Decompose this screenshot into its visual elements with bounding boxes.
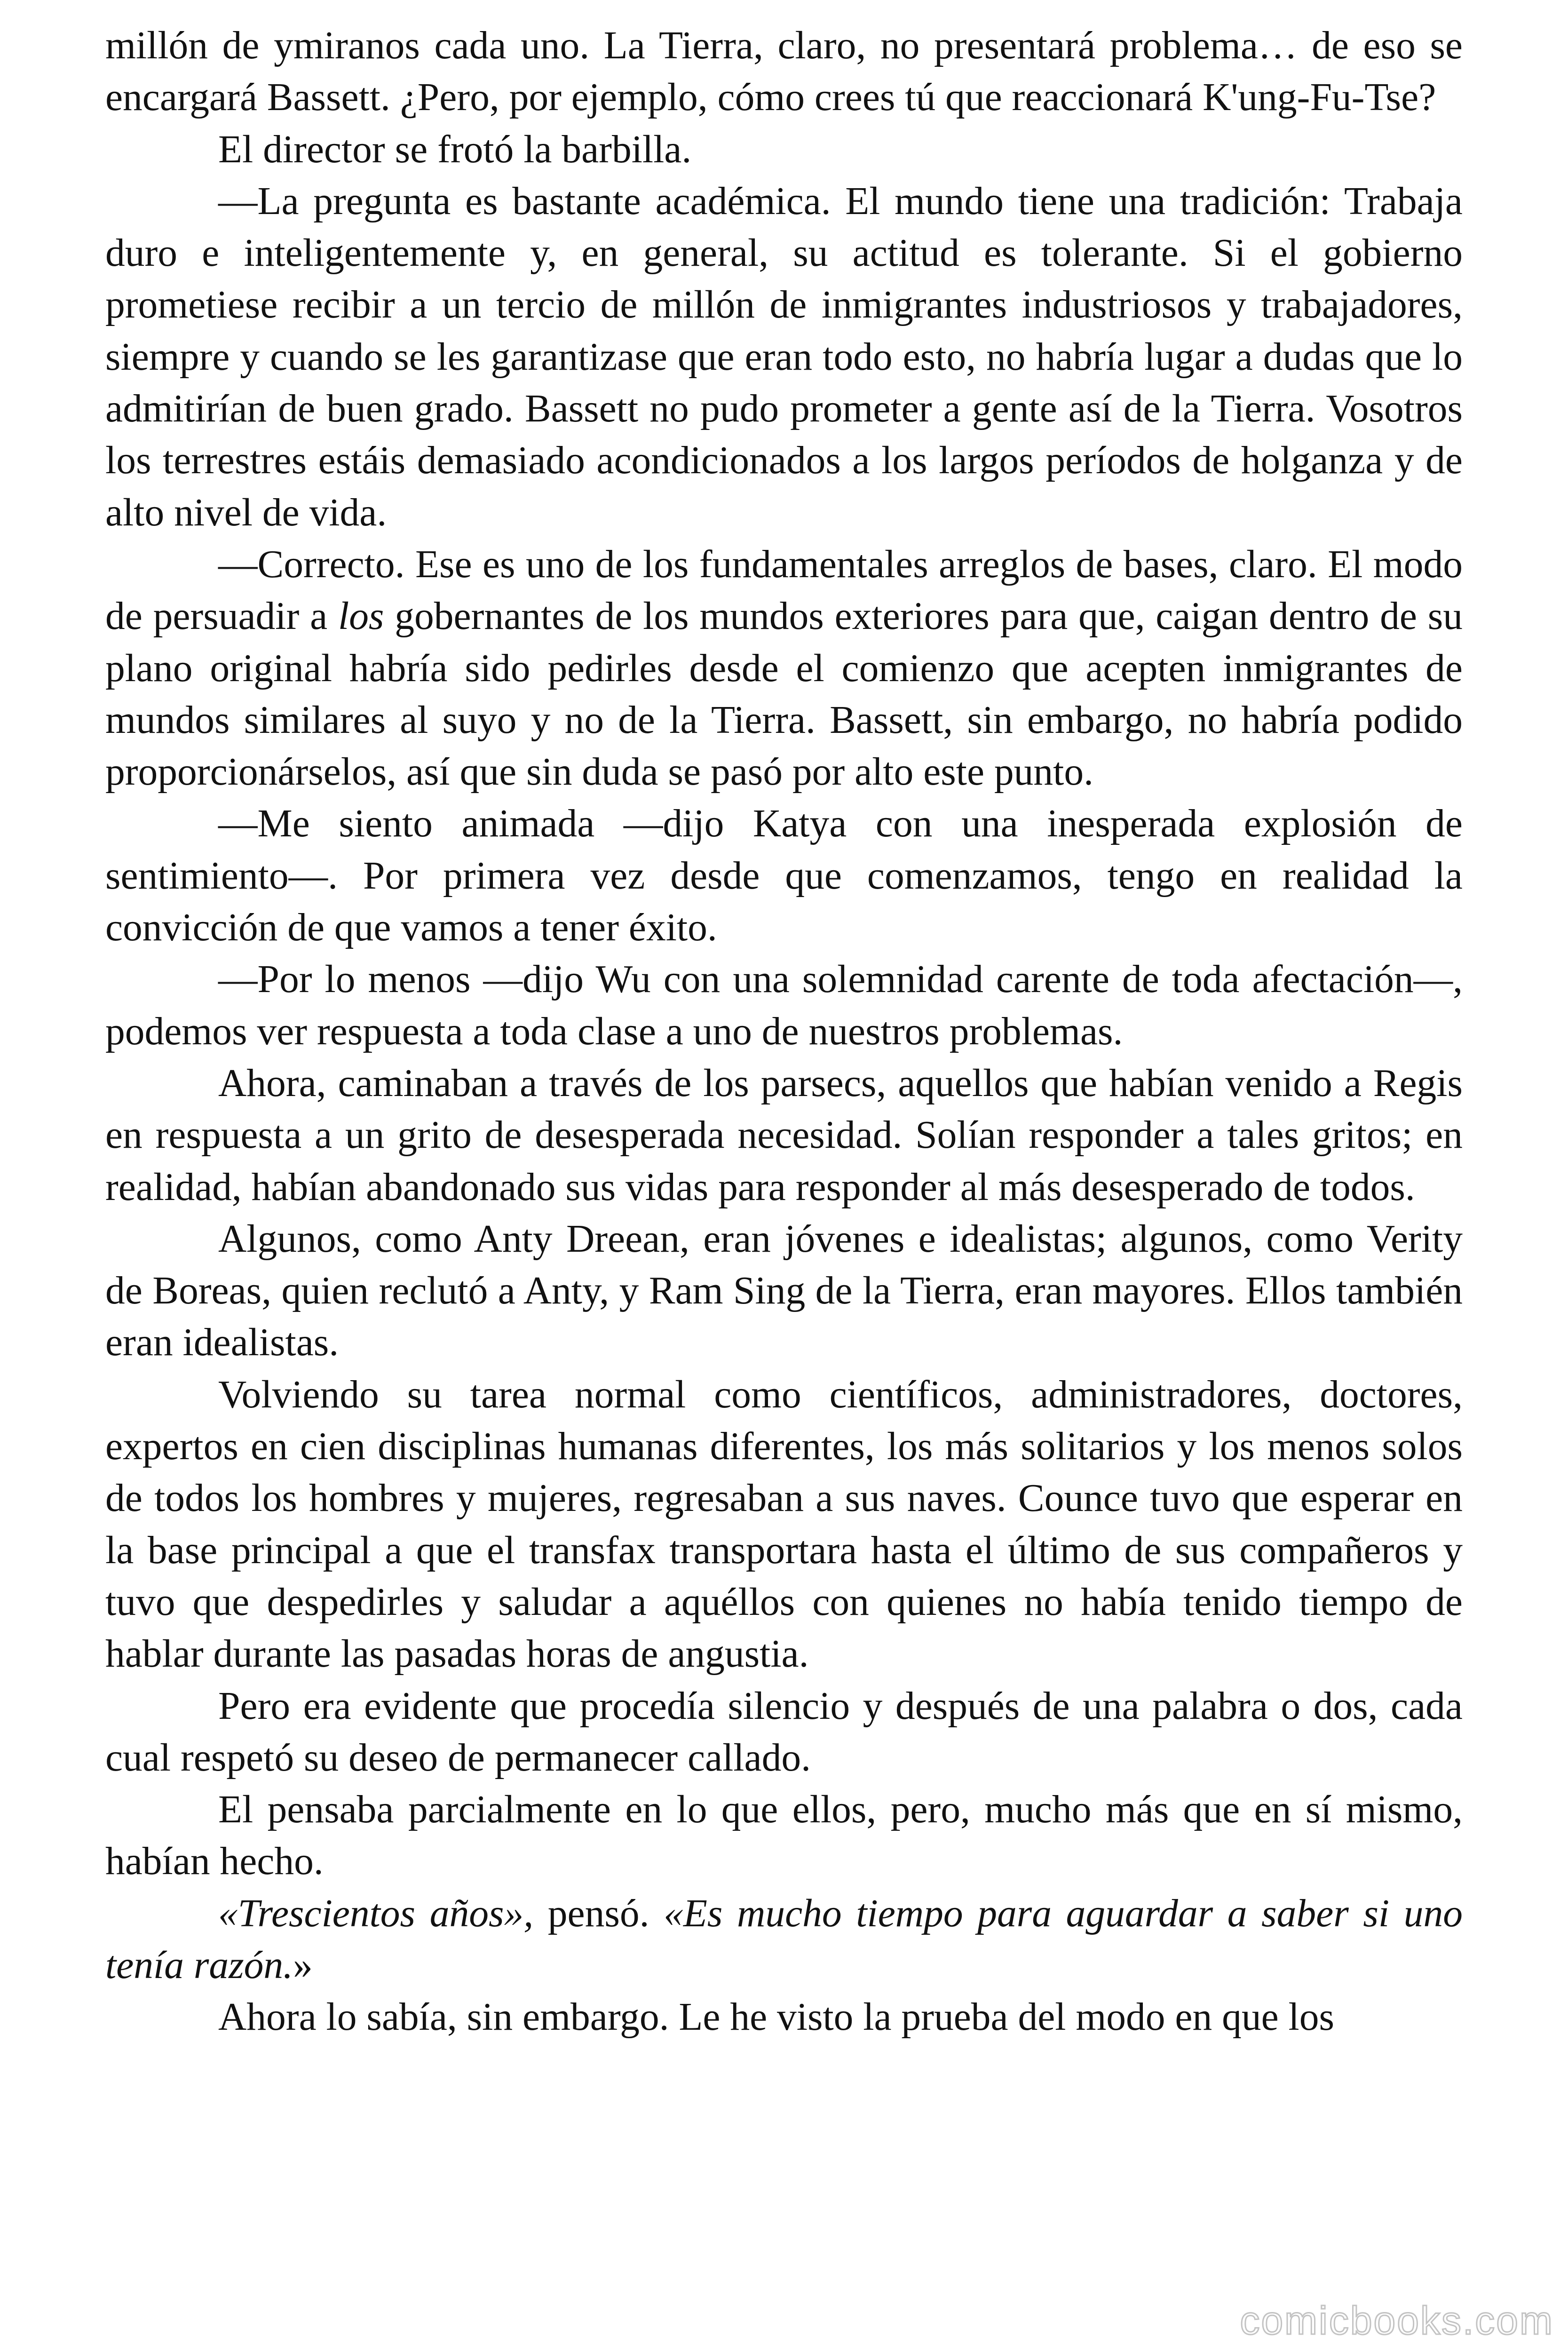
italic-text: los	[338, 595, 384, 638]
text-segment: El director se frotó la barbilla.	[218, 127, 692, 171]
paragraph	[105, 1680, 1463, 1784]
text-segment: Algunos, como Anty Dreean, eran jóvenes e idealistas; algunos, como Verity de Boreas, quien reclutó a Anty, y Ram Sing de la Tierra, eran mayores. Ellos también eran idealistas.	[105, 1217, 1463, 1365]
paragraph	[105, 1991, 1463, 2043]
italic-text: «Trescientos años»,	[218, 1891, 534, 1935]
paragraph	[105, 175, 1463, 539]
paragraph	[105, 1784, 1463, 1888]
paragraph	[105, 798, 1463, 954]
text-segment: pensó.	[533, 1891, 664, 1935]
watermark-logo: comicbooks.com	[1240, 2298, 1554, 2343]
text-segment: —Me siento animada —dijo Katya con una inesperada explosión de sentimiento—. Por primera vez desde que comenzamos, tengo en realidad la convicción de que vamos a tener éxito.	[105, 802, 1463, 950]
paragraph	[105, 1213, 1463, 1369]
paragraph	[105, 539, 1463, 798]
text-segment: gobernantes de los mundos exteriores para que, caigan dentro de su plano original habría sido pedirles desde el comienzo que acepten inmigrantes de mundos similares al suyo y no de la Tierra. Bassett, sin embargo, no habría podido proporcionárselos, así que sin duda se pasó por alto este punto.	[105, 595, 1463, 794]
italic-text: «Es mucho tiempo para aguardar a saber si uno tenía razón.	[105, 1891, 1463, 1987]
paragraph	[105, 1369, 1463, 1680]
text-segment: millón de ymiranos cada uno. La Tierra, claro, no presentará problema… de eso se encargará Bassett. ¿Pero, por ejemplo, cómo crees tú que reaccionará K'ung-Fu-Tse?	[105, 24, 1463, 119]
text-segment: Ahora lo sabía, sin embargo. Le he visto la prueba del modo en que los	[218, 1995, 1334, 2039]
text-segment: Pero era evidente que procedía silencio y después de una palabra o dos, cada cual respetó su deseo de permanecer callado.	[105, 1684, 1463, 1780]
text-segment: Ahora, caminaban a través de los parsecs, aquellos que habían venido a Regis en respuesta a un grito de desesperada necesidad. Solían responder a tales gritos; en realidad, habían abandonado sus vidas para responder al más desesperado de todos.	[105, 1061, 1463, 1209]
text-segment: »	[293, 1943, 313, 1987]
paragraph	[105, 1888, 1463, 1992]
page-body	[105, 20, 1463, 2043]
paragraph	[105, 20, 1463, 124]
text-segment: Volviendo su tarea normal como científicos, administradores, doctores, expertos en cien disciplinas humanas diferentes, los más solitarios y los menos solos de todos los hombres y mujeres, regresaban a sus naves. Counce tuvo que esperar en la base principal a que el transfax transportara hasta el último de sus compañeros y tuvo que despedirles y saludar a aquéllos con quienes no había tenido tiempo de hablar durante las pasadas horas de angustia.	[105, 1373, 1463, 1676]
text-segment: —La pregunta es bastante académica. El mundo tiene una tradición: Trabaja duro e inteligentemente y, en general, su actitud es tolerante. Si el gobierno prometiese recibir a un tercio de millón de inmigrantes industriosos y trabajadores, siempre y cuando se les garantizase que eran todo esto, no habría lugar a dudas que lo admitirían de buen grado. Bassett no pudo prometer a gente así de la Tierra. Vosotros los terrestres estáis demasiado acondicionados a los largos períodos de holganza y de alto nivel de vida.	[105, 179, 1463, 534]
text-segment: —Por lo menos —dijo Wu con una solemnidad carente de toda afectación—, podemos ver respuesta a toda clase a uno de nuestros problemas.	[105, 958, 1463, 1053]
text-segment: —Correcto. Ese es uno de los fundamentales arreglos de bases, claro. El modo de persuadir a	[105, 542, 1463, 638]
paragraph	[105, 954, 1463, 1057]
text-segment: El pensaba parcialmente en lo que ellos, pero, mucho más que en sí mismo, habían hecho.	[105, 1788, 1463, 1883]
paragraph	[105, 1057, 1463, 1213]
paragraph	[105, 124, 1463, 175]
